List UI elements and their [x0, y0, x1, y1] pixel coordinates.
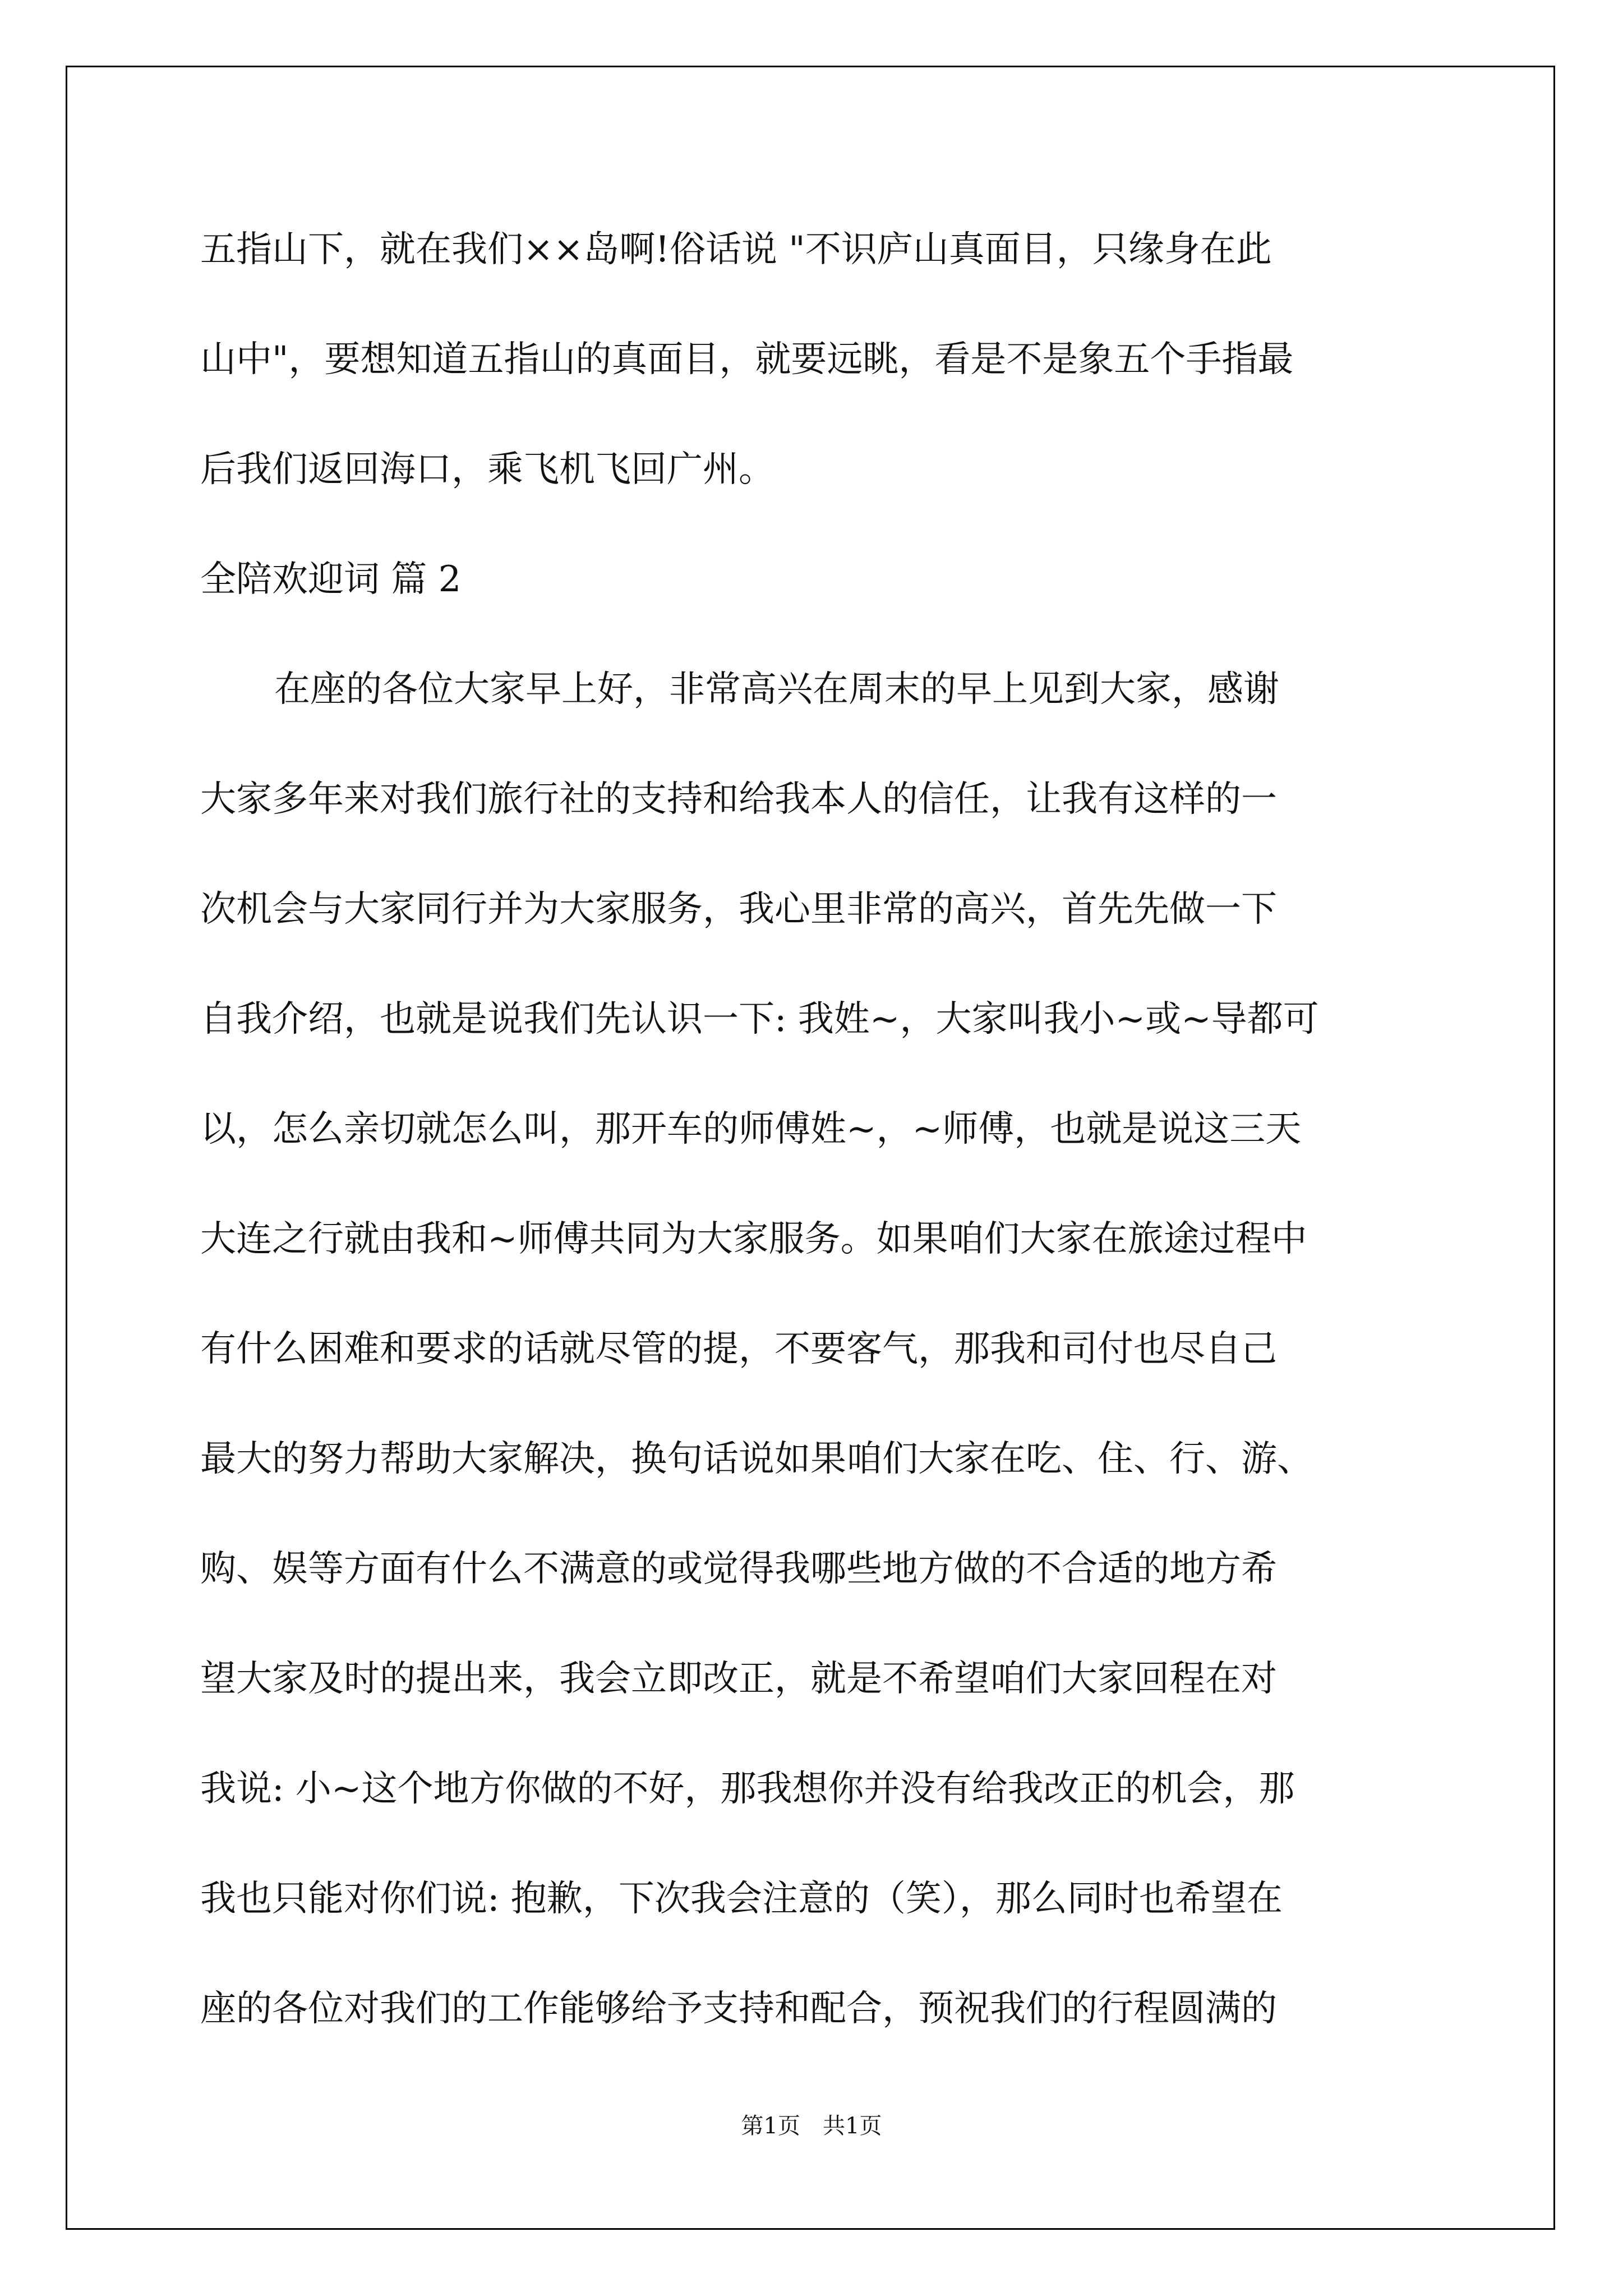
text-line: 五指山下，就在我们××岛啊!俗话说 "不识庐山真面目，只缘身在此 [200, 229, 1272, 270]
text-line: 我说: 小~这个地方你做的不好，那我想你并没有给我改正的机会，那 [200, 1768, 1295, 1810]
text-line: 最大的努力帮助大家解决，换句话说如果咱们大家在吃、住、行、游、 [200, 1438, 1313, 1480]
text-line: 次机会与大家同行并为大家服务，我心里非常的高兴，首先先做一下 [200, 889, 1277, 930]
text-line: 大连之行就由我和~师傅共同为大家服务。如果咱们大家在旅途过程中 [200, 1218, 1307, 1260]
text-line: 后我们返回海口，乘飞机飞回广州。 [200, 449, 774, 490]
text-line: 以，怎么亲切就怎么叫，那开车的师傅姓~，~师傅，也就是说这三天 [200, 1108, 1302, 1150]
text-line: 我也只能对你们说: 抱歉，下次我会注意的（笑），那么同时也希望在 [200, 1878, 1283, 1920]
text-line: 在座的各位大家早上好，非常高兴在周末的早上见到大家，感谢 [274, 669, 1279, 710]
page-number: 第1页 共1页 [741, 2113, 882, 2139]
text-line: 山中"，要想知道五指山的真面目，就要远眺，看是不是象五个手指最 [200, 339, 1294, 380]
document-body [200, 213, 1434, 2082]
text-line: 购、娱等方面有什么不满意的或觉得我哪些地方做的不合适的地方希 [200, 1548, 1277, 1590]
text-line: 望大家及时的提出来，我会立即改正，就是不希望咱们大家回程在对 [200, 1658, 1277, 1700]
text-line: 自我介绍，也就是说我们先认识一下: 我姓~，大家叫我小~或~导都可 [200, 999, 1319, 1040]
section-heading: 全陪欢迎词 篇 2 [200, 559, 462, 600]
text-line: 有什么困难和要求的话就尽管的提，不要客气，那我和司付也尽自己 [200, 1328, 1277, 1370]
text-line: 座的各位对我们的工作能够给予支持和配合，预祝我们的行程圆满的 [200, 1988, 1277, 2030]
text-line: 大家多年来对我们旅行社的支持和给我本人的信任，让我有这样的一 [200, 779, 1277, 820]
